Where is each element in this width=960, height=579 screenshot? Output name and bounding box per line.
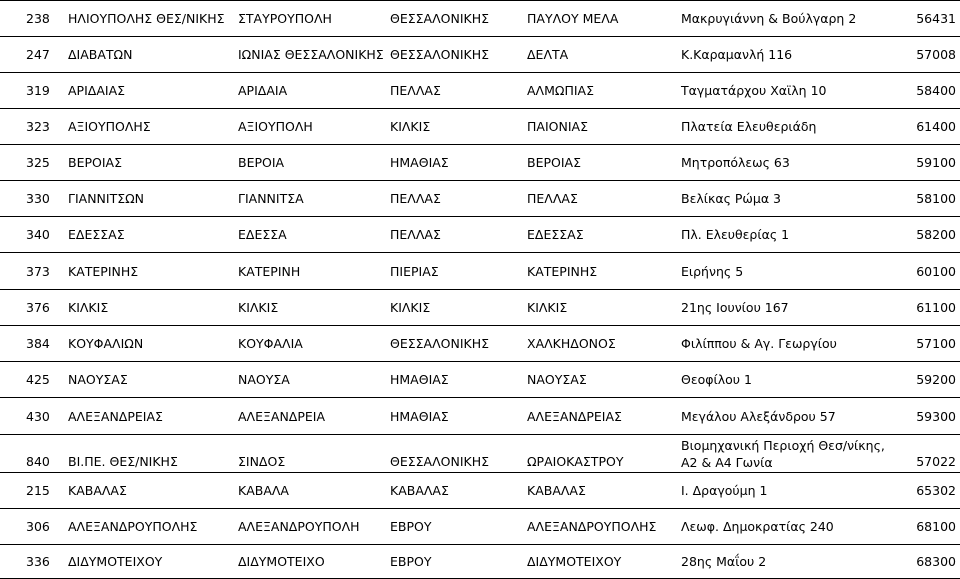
cell-name: ΓΙΑΝΝΙΤΣΩΝ	[68, 191, 145, 206]
cell-region: ΩΡΑΙΟΚΑΣΤΡΟΥ	[527, 454, 624, 469]
cell-zip: 65302	[916, 483, 956, 498]
cell-name: ΑΛΕΞΑΝΔΡΕΙΑΣ	[68, 408, 163, 424]
table-row	[0, 545, 960, 579]
cell-city: ΚΑΤΕΡΙΝΗ	[238, 263, 301, 279]
table-row	[0, 109, 960, 145]
cell-name: ΚΟΥΦΑΛΙΩΝ	[68, 336, 144, 351]
cell-zip: 56431	[916, 11, 956, 26]
table-row	[0, 509, 960, 545]
cell-name: ΝΑΟΥΣΑΣ	[68, 372, 128, 387]
cell-prefecture: ΗΜΑΘΙΑΣ	[390, 372, 449, 387]
cell-name: ΑΞΙΟΥΠΟΛΗΣ	[68, 119, 151, 134]
cell-region: ΠΑΙΟΝΙΑΣ	[527, 119, 588, 134]
cell-prefecture: ΘΕΣΣΑΛΟΝΙΚΗΣ	[390, 47, 490, 62]
cell-city: ΑΛΕΞΑΝΔΡΕΙΑ	[238, 408, 326, 424]
cell-prefecture: ΠΕΛΛΑΣ	[390, 227, 441, 242]
cell-city: ΙΩΝΙΑΣ ΘΕΣΣΑΛΟΝΙΚΗΣ	[238, 47, 384, 62]
cell-prefecture: ΠΕΛΛΑΣ	[390, 83, 441, 98]
cell-name: ΚΑΤΕΡΙΝΗΣ	[68, 263, 139, 279]
table-row	[0, 253, 960, 290]
cell-city: ΣΤΑΥΡΟΥΠΟΛΗ	[238, 11, 332, 26]
cell-address: Λεωφ. Δημοκρατίας 240	[681, 519, 834, 534]
cell-zip: 57100	[916, 336, 956, 351]
cell-prefecture: ΘΕΣΣΑΛΟΝΙΚΗΣ	[390, 336, 490, 351]
cell-code: 384	[26, 336, 50, 351]
cell-city: ΕΔΕΣΣΑ	[238, 227, 287, 242]
cell-address: Βελίκας Ρώμα 3	[681, 191, 781, 206]
table-row	[0, 181, 960, 217]
cell-prefecture: ΗΜΑΘΙΑΣ	[390, 155, 449, 170]
cell-region: ΠΑΥΛΟΥ ΜΕΛΑ	[527, 11, 619, 26]
cell-address: Θεοφίλου 1	[681, 372, 752, 387]
cell-address: 28ης Μαΐου 2	[681, 554, 767, 569]
cell-city: ΑΡΙΔΑΙΑ	[238, 83, 288, 98]
cell-code: 306	[26, 519, 50, 534]
cell-code: 373	[26, 263, 50, 279]
cell-region: ΑΛΜΩΠΙΑΣ	[527, 83, 594, 98]
cell-address: Ι. Δραγούμη 1	[681, 483, 768, 498]
cell-address: Φιλίππου & Αγ. Γεωργίου	[681, 336, 837, 351]
cell-zip: 61400	[916, 119, 956, 134]
cell-prefecture: ΚΙΛΚΙΣ	[390, 300, 431, 315]
cell-zip: 58400	[916, 83, 956, 98]
cell-address: Ειρήνης 5	[681, 263, 744, 279]
cell-zip: 59200	[916, 372, 956, 387]
cell-prefecture: ΘΕΣΣΑΛΟΝΙΚΗΣ	[390, 454, 490, 469]
cell-zip: 59300	[916, 408, 956, 424]
cell-name: ΚΙΛΚΙΣ	[68, 300, 109, 315]
cell-city: ΑΞΙΟΥΠΟΛΗ	[238, 119, 313, 134]
cell-zip: 58200	[916, 227, 956, 242]
cell-prefecture: ΗΜΑΘΙΑΣ	[390, 408, 449, 424]
cell-address: Μεγάλου Αλεξάνδρου 57	[681, 408, 836, 424]
cell-city: ΣΙΝΔΟΣ	[238, 454, 286, 469]
cell-region: ΚΙΛΚΙΣ	[527, 300, 568, 315]
cell-name: ΗΛΙΟΥΠΟΛΗΣ ΘΕΣ/ΝΙΚΗΣ	[68, 11, 225, 26]
cell-code: 840	[26, 454, 50, 469]
cell-zip: 60100	[916, 263, 956, 279]
table-row	[0, 473, 960, 509]
cell-zip: 68100	[916, 519, 956, 534]
cell-city: ΒΕΡΟΙΑ	[238, 155, 285, 170]
cell-name: ΑΛΕΞΑΝΔΡΟΥΠΟΛΗΣ	[68, 519, 198, 534]
cell-region: ΔΕΛΤΑ	[527, 47, 569, 62]
cell-address: Πλ. Ελευθερίας 1	[681, 227, 790, 242]
cell-code: 376	[26, 300, 50, 315]
cell-address: Βιομηχανική Περιοχή Θεσ/νίκης, Α2 & Α4 Γωνία	[681, 437, 885, 470]
cell-city: ΑΛΕΞΑΝΔΡΟΥΠΟΛΗ	[238, 519, 360, 534]
cell-code: 319	[26, 83, 50, 98]
cell-city: ΔΙΔΥΜΟΤΕΙΧΟ	[238, 554, 325, 569]
cell-region: ΑΛΕΞΑΝΔΡΟΥΠΟΛΗΣ	[527, 519, 657, 534]
cell-code: 325	[26, 155, 50, 170]
cell-address: Μητροπόλεως 63	[681, 155, 790, 170]
table-row	[0, 145, 960, 181]
cell-city: ΚΑΒΑΛΑ	[238, 483, 289, 498]
cell-name: ΔΙΑΒΑΤΩΝ	[68, 47, 133, 62]
cell-zip: 59100	[916, 155, 956, 170]
cell-region: ΚΑΒΑΛΑΣ	[527, 483, 586, 498]
cell-prefecture: ΕΒΡΟΥ	[390, 519, 432, 534]
cell-code: 430	[26, 408, 50, 424]
table-row	[0, 435, 960, 473]
cell-region: ΧΑΛΚΗΔΟΝΟΣ	[527, 336, 616, 351]
cell-zip: 58100	[916, 191, 956, 206]
cell-prefecture: ΕΒΡΟΥ	[390, 554, 432, 569]
cell-address: Μακρυγιάννη & Βούλγαρη 2	[681, 11, 857, 26]
cell-region: ΚΑΤΕΡΙΝΗΣ	[527, 263, 598, 279]
table-row	[0, 1, 960, 37]
cell-name: ΑΡΙΔΑΙΑΣ	[68, 83, 126, 98]
cell-code: 215	[26, 483, 50, 498]
cell-address: 21ης Ιουνίου 167	[681, 300, 789, 315]
cell-region: ΒΕΡΟΙΑΣ	[527, 155, 581, 170]
cell-city: ΝΑΟΥΣΑ	[238, 372, 290, 387]
cell-code: 340	[26, 227, 50, 242]
cell-name: ΔΙΔΥΜΟΤΕΙΧΟΥ	[68, 554, 163, 569]
cell-code: 323	[26, 119, 50, 134]
cell-city: ΚΙΛΚΙΣ	[238, 300, 279, 315]
cell-code: 336	[26, 554, 50, 569]
cell-region: ΑΛΕΞΑΝΔΡΕΙΑΣ	[527, 408, 622, 424]
table-row	[0, 398, 960, 435]
cell-code: 330	[26, 191, 50, 206]
cell-prefecture: ΚΙΛΚΙΣ	[390, 119, 431, 134]
table-row	[0, 217, 960, 253]
cell-region: ΕΔΕΣΣΑΣ	[527, 227, 584, 242]
cell-name: ΒΙ.ΠΕ. ΘΕΣ/ΝΙΚΗΣ	[68, 454, 178, 469]
cell-address: Ταγματάρχου Χαϊλη 10	[681, 83, 827, 98]
cell-prefecture: ΚΑΒΑΛΑΣ	[390, 483, 449, 498]
cell-city: ΚΟΥΦΑΛΙΑ	[238, 336, 303, 351]
cell-region: ΝΑΟΥΣΑΣ	[527, 372, 587, 387]
cell-address: Πλατεία Ελευθεριάδη	[681, 119, 817, 134]
cell-name: ΕΔΕΣΣΑΣ	[68, 227, 125, 242]
cell-region: ΔΙΔΥΜΟΤΕΙΧΟΥ	[527, 554, 622, 569]
cell-prefecture: ΠΙΕΡΙΑΣ	[390, 263, 439, 279]
table-row	[0, 290, 960, 326]
cell-region: ΠΕΛΛΑΣ	[527, 191, 578, 206]
table-row	[0, 73, 960, 109]
cell-code: 425	[26, 372, 50, 387]
table-row	[0, 362, 960, 398]
cell-zip: 61100	[916, 300, 956, 315]
cell-code: 247	[26, 47, 50, 62]
cell-prefecture: ΘΕΣΣΑΛΟΝΙΚΗΣ	[390, 11, 490, 26]
table-row	[0, 326, 960, 362]
cell-prefecture: ΠΕΛΛΑΣ	[390, 191, 441, 206]
cell-name: ΒΕΡΟΙΑΣ	[68, 155, 122, 170]
cell-zip: 57022	[916, 454, 956, 469]
cell-address: Κ.Καραμανλή 116	[681, 47, 793, 62]
cell-name: ΚΑΒΑΛΑΣ	[68, 483, 127, 498]
table-row	[0, 37, 960, 73]
cell-zip: 68300	[916, 554, 956, 569]
cell-city: ΓΙΑΝΝΙΤΣΑ	[238, 191, 304, 206]
cell-code: 238	[26, 11, 50, 26]
cell-zip: 57008	[916, 47, 956, 62]
